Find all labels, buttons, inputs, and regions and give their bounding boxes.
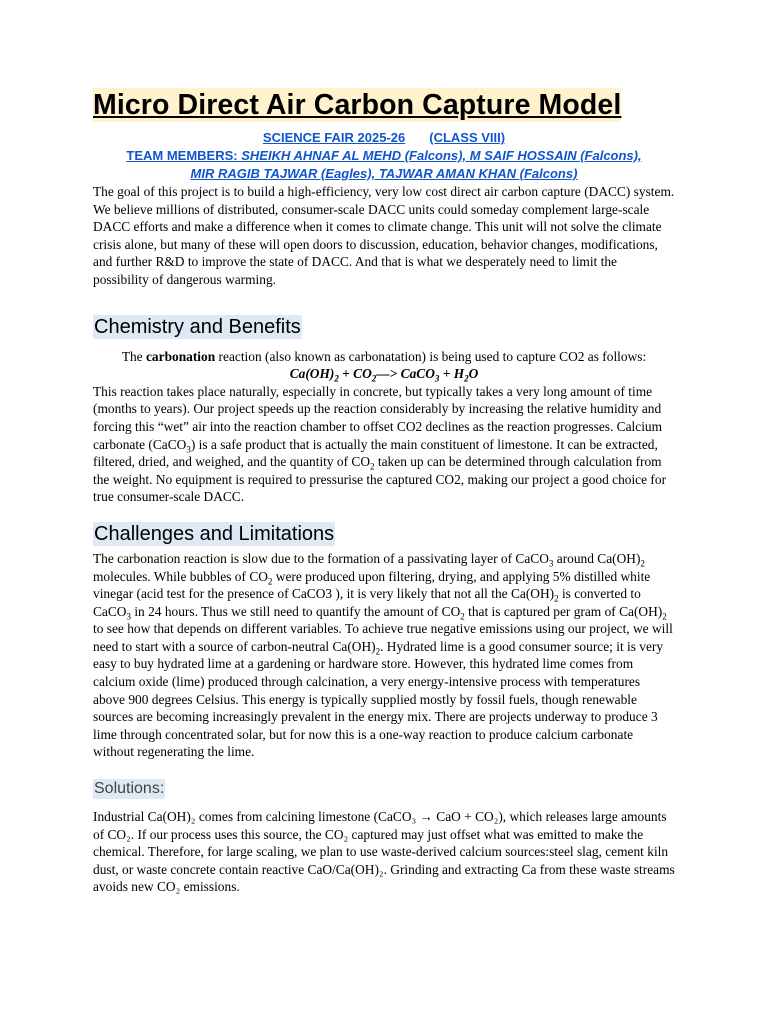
challenges-paragraph: The carbonation reaction is slow due to the formation of a passivating layer of CaCO$_3$ around $Ca(OH)_2$ molecules. While bubbles of $CO_2$ were produced upon filtering, drying, and applying 5% distilled white vinegar (acid test for the presence of CaCO3 ), it is very likely that not all the $Ca(OH)_2$ is converted to CaCO$_3$ in 24 hours. Thus we still need to quantify the amount of $CO_2$ that is captured per gram of $Ca(OH)_2$ to see how that depends on different variables. To achieve true negative emissions using our project, we will need to start with a source of carbon-neutral $Ca(OH)_2$. Hydrated lime is a good consumer source; it is very easy to buy hydrated lime at a gardening or hardware store. However, this hydrated lime comes from calcium oxide (lime) produced through calcination, a very energy-intensive process with temperatures above 900 degrees Celsius. This energy is typically supplied mostly by fossil fuels, though renewable sources are becoming increasingly prevalent in the energy mix. There are projects underway to produce 3 lime through concentrated solar, but for now this is a one-way reaction to produce calcium carbonate without regenerating the lime.	[93, 550, 673, 760]
team-line-2	[93, 165, 675, 183]
heading-solutions: Solutions:	[94, 780, 165, 798]
carbonation-equation: $Ca(OH)_2$ + $CO_2—>$ CaCO$_3$ + $H_2O$	[289, 366, 479, 384]
team-members-1: SHEIKH AHNAF AL MEHD (Falcons), M SAIF HOSSAIN (Falcons),	[241, 148, 642, 163]
heading-challenges: Challenges and Limitations	[94, 522, 335, 545]
event-line	[93, 129, 675, 147]
heading-chemistry: Chemistry and Benefits	[94, 315, 301, 338]
document-title: Micro Direct Air Carbon Capture Model	[93, 89, 622, 121]
intro-paragraph: The goal of this project is to build a high-efficiency, very low cost direct air carbon capture (DACC) system. We believe millions of distributed, consumer-scale DACC units could someday complement large-scale DACC efforts and make a difference when it comes to climate change. This unit will not solve the climate crisis alone, but many of these will open doors to discussion, education, behavior changes, modifications, and further R&D to improve the state of DACC. And that is what we desperately need to limit the possibility of dangerous warming.	[93, 184, 675, 287]
team-line-1	[93, 147, 675, 165]
carbonation-lead: The carbonation reaction (also known as carbonatation) is being used to capture CO2 as follows:	[121, 348, 647, 364]
carbonation-term: carbonation	[145, 348, 216, 364]
chemistry-paragraph: This reaction takes place naturally, especially in concrete, but typically takes a very long amount of time (months to years). Our project speeds up the reaction considerably by increasing the relative humidity and forcing this “wet” air into the reaction chamber to offset CO2 declines as the reaction progresses. Calcium carbonate (CaCO$_3$) is a safe product that is actually the main constituent of limestone. It can be extracted, filtered, dried, and weighed, and the quantity of $CO_2$ taken up can be determined through calculation from the weight. No equipment is required to pressurise the captured CO2, making our project a good choice for true consumer-scale DACC.	[93, 383, 667, 505]
team-members-2: MIR RAGIB TAJWAR (Eagles), TAJWAR AMAN KHAN (Falcons)	[190, 166, 578, 181]
class-label: (CLASS VIII)	[429, 130, 506, 145]
document-page	[93, 84, 675, 896]
event-name: SCIENCE FAIR 2025-26	[262, 130, 406, 145]
team-label: TEAM MEMBERS:	[126, 148, 238, 163]
solutions-paragraph: Industrial Ca(OH)₂ comes from calcining limestone (CaCO₃ → CaO + CO₂), which releases large amounts of CO₂. If our process uses this source, the CO₂ captured may just offset what was emitted to make the chemical. Therefore, for large scaling, we plan to use waste-derived calcium sources:steel slag, cement kiln dust, or waste concrete contain reactive CaO/Ca(OH)₂. Grinding and extracting Ca from these waste streams avoids new CO₂ emissions.	[93, 809, 675, 895]
